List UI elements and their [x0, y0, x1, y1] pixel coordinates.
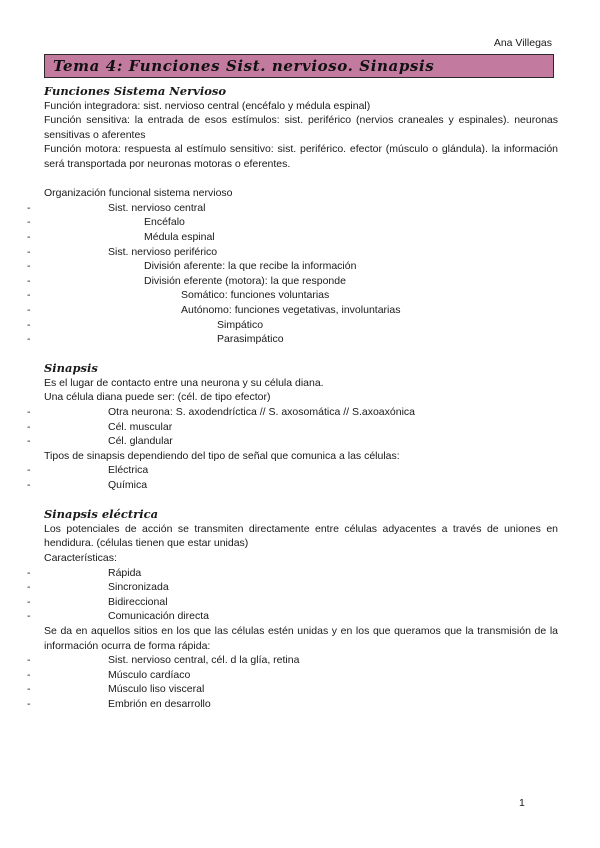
section-heading-sinapsis: Sinapsis: [44, 361, 98, 376]
list-item: - Química: [44, 478, 558, 493]
list-item: - Músculo cardíaco: [44, 668, 558, 683]
list-item: - Sist. nervioso periférico: [44, 245, 558, 260]
list-item: - Bidireccional: [44, 595, 558, 610]
list-item: - Cél. muscular: [44, 420, 558, 435]
list-item: - Rápida: [44, 566, 558, 581]
list-item: - Otra neurona: S. axodendríctica // S. axosomática // S.axoaxónica: [44, 405, 558, 420]
celula-diana-list: [44, 405, 558, 449]
sinapsis-electrica-intro: Los potenciales de acción se transmiten directamente entre células adyacentes a través de uniones en hendidura. (células tienen que estar unidas): [44, 522, 558, 550]
tipos-sinapsis-text: Tipos de sinapsis dependiendo del tipo de señal que comunica a las células:: [44, 449, 400, 462]
celula-diana-text: Una célula diana puede ser: (cél. de tipo efector): [44, 391, 271, 404]
title-banner: [44, 54, 554, 78]
caracteristicas-list: [44, 566, 558, 624]
sitios-list: [44, 653, 558, 711]
funcion-sensitiva: Función sensitiva: la entrada de esos estímulos: sist. periférico (nervios craneales y espinales). neuronas sensitivas o aferentes: [44, 114, 558, 141]
document-title: Tema 4: Funciones Sist. nervioso. Sinapsis: [53, 57, 435, 75]
sitios-text: Se da en aquellos sitios en los que las células estén unidas y en los que queramos que la transmisión de la información ocurra de forma rápida:: [44, 624, 558, 652]
list-item: - Encéfalo: [44, 215, 558, 230]
funcion-motora: Función motora: respuesta al estímulo sensitivo: sist. periférico. efector (músculo o glándula). la información será transportada por neuronas motoras o eferentes.: [44, 143, 558, 170]
list-item: - División aferente: la que recibe la información: [44, 259, 558, 274]
caracteristicas-title: Características:: [44, 552, 117, 564]
sinapsis-definicion: Es el lugar de contacto entre una neurona y su célula diana.: [44, 376, 324, 389]
list-item: - Sist. nervioso central, cél. d la glía, retina: [44, 653, 558, 668]
list-item: - Autónomo: funciones vegetativas, involuntarias: [44, 303, 558, 318]
document-body: [44, 84, 558, 712]
section-heading-sinapsis-electrica: Sinapsis eléctrica: [44, 507, 159, 522]
list-item: - Sist. nervioso central: [44, 201, 558, 216]
section-heading-funciones: Funciones Sistema Nervioso: [44, 84, 227, 98]
list-item: - Embrión en desarrollo: [44, 697, 558, 712]
list-item: - Médula espinal: [44, 230, 558, 245]
tipos-sinapsis-list: [44, 463, 558, 492]
list-item: - Comunicación directa: [44, 609, 558, 624]
organizacion-title: Organización funcional sistema nervioso: [44, 187, 233, 200]
funcion-integradora: Función integradora: sist. nervioso central (encéfalo y médula espinal): [44, 99, 371, 112]
list-item: - Cél. glandular: [44, 434, 558, 449]
list-item: - Simpático: [44, 318, 558, 333]
list-item: - Parasimpático: [44, 332, 558, 347]
organizacion-list: [44, 201, 558, 347]
list-item: - División eferente (motora): la que responde: [44, 274, 558, 289]
author-name: Ana Villegas: [493, 37, 552, 49]
list-item: - Eléctrica: [44, 463, 558, 478]
list-item: - Somático: funciones voluntarias: [44, 288, 558, 303]
list-item: - Músculo liso visceral: [44, 682, 558, 697]
list-item: - Sincronizada: [44, 580, 558, 595]
page-number: 1: [519, 797, 525, 809]
